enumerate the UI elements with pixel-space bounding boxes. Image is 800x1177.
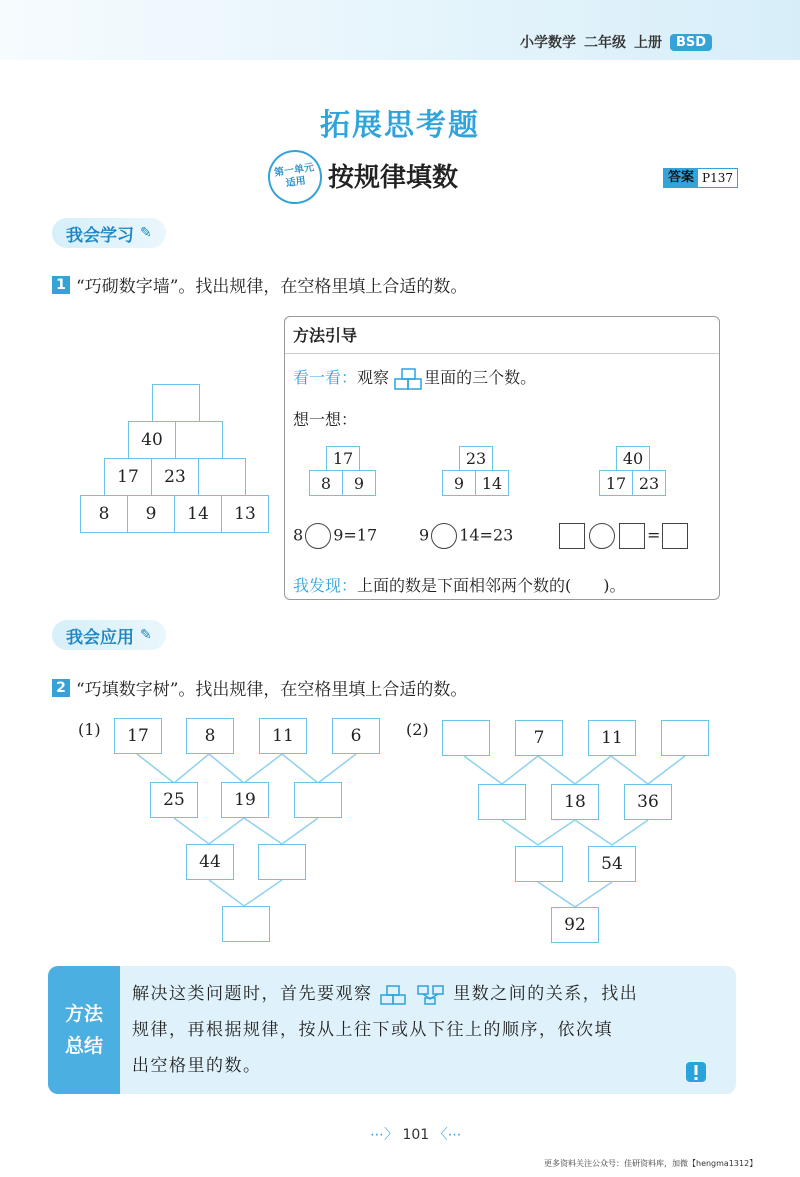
question-number-2: 2: [52, 679, 70, 697]
page-title: 拓展思考题: [320, 108, 480, 143]
answer-page: P137: [702, 171, 733, 185]
example-1-right: 9: [342, 470, 376, 496]
wall-cell: 17: [104, 458, 152, 496]
tree-cell[interactable]: [258, 844, 306, 880]
exclamation-icon: [684, 1060, 708, 1084]
example-2-top: 23: [459, 446, 493, 471]
method-summary-tag: [48, 966, 120, 1094]
summary-line-1b: 里数之间的关系，找出: [453, 984, 639, 1004]
tree-cell: 11: [259, 718, 307, 754]
equation-1-b: 9=17: [333, 525, 378, 545]
unit-stamp-line1: 第一单元: [273, 162, 315, 179]
tree-cell: 18: [551, 784, 599, 820]
pyramid-icon: [379, 985, 409, 1005]
equation-2-b: 14=23: [459, 525, 514, 545]
tree-cell[interactable]: [294, 782, 342, 818]
think-label: 想一想：: [293, 410, 358, 429]
summary-tag-line1: 方法: [64, 1003, 103, 1025]
tree-cell: 25: [150, 782, 198, 818]
question-1-text: “巧砌数字墙”。找出规律，在空格里填上合适的数。: [76, 277, 468, 297]
equation-1-a: 8: [293, 525, 304, 545]
equation-2-a: 9: [419, 525, 430, 545]
subject-label: 小学数学: [520, 35, 576, 51]
tree-2-label: (2): [406, 720, 429, 739]
tree-cell: 17: [114, 718, 162, 754]
tree-cell: 92: [551, 907, 599, 943]
tree-cell[interactable]: [661, 720, 709, 756]
tree-1-label: (1): [78, 720, 101, 739]
look-text-1: 观察: [357, 368, 390, 387]
look-text-2: 里面的三个数。: [424, 368, 537, 387]
wall-cell: 9: [127, 495, 175, 533]
example-3-top: 40: [616, 446, 650, 471]
example-3-right: 23: [632, 470, 666, 496]
equation-3-equals: =: [647, 525, 661, 545]
answer-label: 答案: [664, 169, 698, 187]
question-2-text: “巧填数字树”。找出规律，在空格里填上合适的数。: [76, 680, 468, 700]
pencil-icon: ✎: [140, 627, 152, 643]
section-learn-label: 我会学习: [66, 225, 134, 246]
summary-line-1: [132, 976, 732, 1012]
tree-cell: 44: [186, 844, 234, 880]
tree-cell[interactable]: [222, 906, 270, 942]
tree-cell[interactable]: [515, 846, 563, 882]
find-label: 我发现：: [293, 576, 358, 595]
volume-label: 上册: [634, 35, 662, 51]
page-number: ⋯〉 101 〈⋯: [370, 1127, 462, 1143]
example-1-top: 17: [326, 446, 360, 471]
look-label: 看一看：: [293, 368, 358, 387]
example-2-left: 9: [442, 470, 476, 496]
tree-cell: 19: [221, 782, 269, 818]
example-2-right: 14: [475, 470, 509, 496]
tree-cell: 11: [588, 720, 636, 756]
find-text: 上面的数是下面相邻两个数的( )。: [357, 576, 626, 595]
summary-line-1a: 解决这类问题时，首先要观察: [132, 984, 373, 1004]
summary-line-2: 规律，再根据规律，按从上往下或从下往上的顺序，依次填: [132, 1020, 613, 1040]
unit-stamp-line2: 适用: [285, 175, 307, 190]
lesson-title: 按规律填数: [328, 163, 459, 193]
example-3-left: 17: [599, 470, 633, 496]
summary-line-3: 出空格里的数。: [132, 1056, 262, 1076]
wall-cell: 40: [128, 421, 176, 459]
tree-cell: 36: [624, 784, 672, 820]
section-apply-label: 我会应用: [66, 627, 134, 648]
method-guide-heading: 方法引导: [293, 326, 358, 345]
tree-cell: 7: [515, 720, 563, 756]
summary-text: [132, 976, 732, 1084]
wall-cell: 8: [80, 495, 128, 533]
edition-badge: BSD: [670, 34, 712, 51]
wall-cell: 14: [174, 495, 222, 533]
tree-cell: 6: [332, 718, 380, 754]
question-number-1: 1: [52, 276, 70, 294]
grade-label: 二年级: [584, 35, 626, 51]
tree-cell: 8: [186, 718, 234, 754]
wall-cell: 23: [151, 458, 199, 496]
tree-cell: 54: [588, 846, 636, 882]
footer-note: 更多资料关注公众号：佳研资料库，加微【hengma1312】: [544, 1159, 758, 1168]
tree-cell[interactable]: [442, 720, 490, 756]
summary-tag-line2: 总结: [64, 1035, 103, 1057]
wall-cell: 13: [221, 495, 269, 533]
tree-cell[interactable]: [478, 784, 526, 820]
page-number-value: 101: [402, 1127, 430, 1143]
pencil-icon: ✎: [140, 225, 152, 241]
example-1-left: 8: [309, 470, 343, 496]
tree-icon: [416, 985, 446, 1005]
